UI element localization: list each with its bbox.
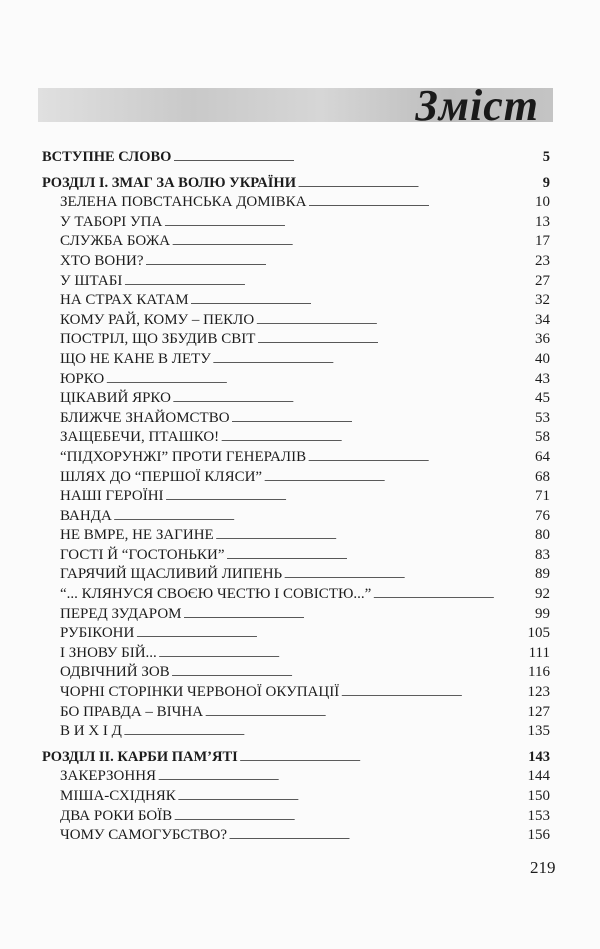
- toc-page-number: 111: [528, 644, 550, 661]
- toc-page-number: 105: [527, 625, 550, 642]
- toc-section[interactable]: [42, 175, 550, 195]
- toc-entry[interactable]: [42, 645, 550, 665]
- toc-label: НА СТРАХ КАТАМ: [60, 292, 189, 309]
- page-number: 219: [530, 858, 556, 877]
- dot-leader: [158, 768, 525, 785]
- toc-entry[interactable]: [42, 547, 550, 567]
- dot-leader: [136, 625, 525, 642]
- dot-leader: [166, 488, 533, 505]
- toc-page-number: 80: [535, 527, 550, 544]
- toc-entry[interactable]: [42, 625, 550, 645]
- toc-label: І ЗНОВУ БІЙ...: [60, 644, 157, 661]
- dot-leader: [159, 645, 527, 662]
- toc-page-number: 83: [535, 546, 550, 563]
- toc-label: ЗАЩЕБЕЧИ, ПТАШКО!: [60, 429, 220, 446]
- dot-leader: [124, 273, 533, 290]
- toc-page-number: 27: [535, 272, 550, 289]
- toc-page-number: 92: [535, 586, 550, 603]
- dot-leader: [229, 827, 525, 844]
- toc-label: ГАРЯЧИЙ ЩАСЛИВИЙ ЛИПЕНЬ: [60, 566, 283, 583]
- toc-page-number: 135: [527, 723, 550, 740]
- toc-page-number: 53: [535, 409, 550, 426]
- dot-leader: [216, 527, 533, 544]
- toc-entry[interactable]: [42, 827, 550, 847]
- dot-leader: [106, 371, 533, 388]
- dot-leader: [178, 788, 526, 805]
- dot-leader: [184, 606, 534, 623]
- toc-page-number: 156: [527, 827, 550, 844]
- toc-label: ВАНДА: [60, 507, 112, 524]
- dot-leader: [341, 684, 525, 701]
- toc-entry[interactable]: [42, 606, 550, 626]
- toc-entry[interactable]: [42, 704, 550, 724]
- dot-leader: [232, 410, 533, 427]
- toc-page-number: 153: [527, 807, 550, 824]
- dot-leader: [173, 149, 534, 166]
- toc-label: ШЛЯХ ДО “ПЕРШОЇ КЛЯСИ”: [60, 468, 263, 485]
- toc-entry[interactable]: [42, 449, 550, 469]
- dot-leader: [240, 749, 526, 766]
- toc-section[interactable]: [42, 149, 550, 169]
- toc-page-number: 89: [535, 566, 550, 583]
- dot-leader: [227, 547, 533, 564]
- dot-leader: [146, 253, 533, 270]
- toc-page-number: 32: [535, 292, 550, 309]
- toc-entry[interactable]: [42, 371, 550, 391]
- toc-label: ЦІКАВИЙ ЯРКО: [60, 390, 171, 407]
- toc-page-number: 71: [535, 488, 550, 505]
- toc-label: НЕ ВМРЕ, НЕ ЗАГИНЕ: [60, 527, 214, 544]
- toc-label: ПЕРЕД ЗУДАРОМ: [60, 605, 182, 622]
- dot-leader: [308, 449, 533, 466]
- title-banner: [38, 81, 553, 130]
- toc-label: РУБІКОНИ: [60, 625, 135, 642]
- toc-label: МІША-СХІДНЯК: [60, 788, 176, 804]
- dot-leader: [256, 312, 533, 329]
- dot-leader: [257, 331, 533, 348]
- toc-label: “... КЛЯНУСЯ СВОЄЮ ЧЕСТЮ І СОВІСТЮ...”: [60, 586, 372, 603]
- toc-label: БЛИЖЧЕ ЗНАЙОМСТВО: [60, 409, 230, 426]
- toc-page-number: 23: [535, 252, 550, 269]
- toc-label: КОМУ РАЙ, КОМУ – ПЕКЛО: [60, 311, 255, 328]
- dot-leader: [205, 704, 525, 721]
- toc-entry[interactable]: [42, 586, 550, 606]
- toc-entry[interactable]: [42, 253, 550, 273]
- toc-entry[interactable]: [42, 331, 550, 351]
- page-title: Зміст: [415, 81, 539, 130]
- toc-entry[interactable]: [42, 723, 550, 743]
- toc-page-number: 10: [535, 194, 550, 211]
- toc-label: ЗАКЕРЗОННЯ: [60, 768, 157, 785]
- toc-label: ОДВІЧНИЙ ЗОВ: [60, 664, 170, 681]
- toc-entry[interactable]: [42, 684, 550, 704]
- toc-page-number: 144: [527, 768, 550, 785]
- dot-leader: [264, 469, 533, 486]
- dot-leader: [191, 292, 533, 309]
- toc-entry[interactable]: [42, 194, 550, 214]
- toc-page-number: 36: [535, 331, 550, 348]
- dot-leader: [298, 175, 534, 192]
- toc-page-number: 45: [535, 390, 550, 407]
- toc-page-number: 64: [535, 448, 550, 465]
- toc-entry[interactable]: [42, 768, 550, 788]
- dot-leader: [172, 233, 533, 250]
- dot-leader: [213, 351, 533, 368]
- dot-leader: [164, 214, 533, 231]
- toc-label: РОЗДІЛ ІІ. КАРБИ ПАМ’ЯТІ: [42, 748, 238, 765]
- toc-label: ПОСТРІЛ, ЩО ЗБУДИВ СВІТ: [60, 331, 256, 348]
- toc-page-number: 123: [527, 684, 550, 701]
- toc-page-number: 99: [535, 605, 550, 622]
- toc-label: ГОСТІ Й “ГОСТОНЬКИ”: [60, 546, 225, 563]
- toc-label: У ТАБОРІ УПА: [60, 213, 163, 230]
- toc-entry[interactable]: [42, 410, 550, 430]
- toc-page-number: 40: [535, 350, 550, 367]
- toc-page-number: 127: [527, 703, 550, 720]
- toc-page-number: 9: [542, 174, 550, 191]
- toc-page-number: 17: [535, 233, 550, 250]
- toc-entry[interactable]: [42, 214, 550, 234]
- toc-page-number: 150: [527, 788, 550, 804]
- toc-label: НАШІ ГЕРОЇНІ: [60, 488, 164, 505]
- dot-leader: [284, 566, 533, 583]
- toc-entry[interactable]: [42, 390, 550, 410]
- toc-page-number: 58: [535, 429, 550, 446]
- toc-label: В И Х І Д: [60, 723, 122, 740]
- toc-label: ХТО ВОНИ?: [60, 252, 144, 269]
- toc-entry[interactable]: [42, 351, 550, 371]
- toc-label: БО ПРАВДА – ВІЧНА: [60, 703, 204, 720]
- toc-entry[interactable]: [42, 429, 550, 449]
- toc-entry[interactable]: [42, 488, 550, 508]
- dot-leader: [173, 390, 533, 407]
- toc-label: РОЗДІЛ І. ЗМАГ ЗА ВОЛЮ УКРАЇНИ: [42, 174, 296, 191]
- dot-leader: [308, 194, 533, 211]
- toc-page-number: 43: [535, 370, 550, 387]
- toc-entry[interactable]: [42, 292, 550, 312]
- toc-label: ЧОМУ САМОГУБСТВО?: [60, 827, 228, 844]
- dot-leader: [172, 664, 526, 681]
- toc-page-number: 68: [535, 468, 550, 485]
- toc-page-number: 13: [535, 213, 550, 230]
- toc-label: “ПІДХОРУНЖІ” ПРОТИ ГЕНЕРАЛІВ: [60, 448, 307, 465]
- toc-label: ЮРКО: [60, 370, 105, 387]
- toc-entry[interactable]: [42, 469, 550, 489]
- toc-page-number: 116: [528, 664, 550, 681]
- dot-leader: [221, 429, 533, 446]
- table-of-contents: [42, 149, 550, 847]
- toc-label: СЛУЖБА БОЖА: [60, 233, 171, 250]
- dot-leader: [114, 508, 533, 525]
- toc-entry[interactable]: [42, 788, 550, 808]
- toc-label: ЗЕЛЕНА ПОВСТАНСЬКА ДОМІВКА: [60, 194, 307, 211]
- toc-entry[interactable]: [42, 312, 550, 332]
- toc-entry[interactable]: [42, 664, 550, 684]
- toc-label: ДВА РОКИ БОЇВ: [60, 807, 173, 824]
- toc-entry[interactable]: [42, 808, 550, 828]
- toc-label: У ШТАБІ: [60, 272, 123, 289]
- toc-page-number: 76: [535, 507, 550, 524]
- toc-page-number: 5: [542, 149, 550, 165]
- toc-entry[interactable]: [42, 527, 550, 547]
- toc-page-number: 34: [535, 311, 550, 328]
- toc-entry[interactable]: [42, 508, 550, 528]
- toc-entry[interactable]: [42, 233, 550, 253]
- dot-leader: [373, 586, 533, 603]
- toc-entry[interactable]: [42, 566, 550, 586]
- toc-section[interactable]: [42, 749, 550, 769]
- toc-label: ЧОРНІ СТОРІНКИ ЧЕРВОНОЇ ОКУПАЦІЇ: [60, 684, 340, 701]
- toc-page-number: 143: [528, 748, 550, 765]
- toc-label: ВСТУПНЕ СЛОВО: [42, 149, 172, 165]
- toc-label: ЩО НЕ КАНЕ В ЛЕТУ: [60, 350, 211, 367]
- dot-leader: [124, 723, 526, 740]
- toc-entry[interactable]: [42, 273, 550, 293]
- dot-leader: [174, 808, 525, 825]
